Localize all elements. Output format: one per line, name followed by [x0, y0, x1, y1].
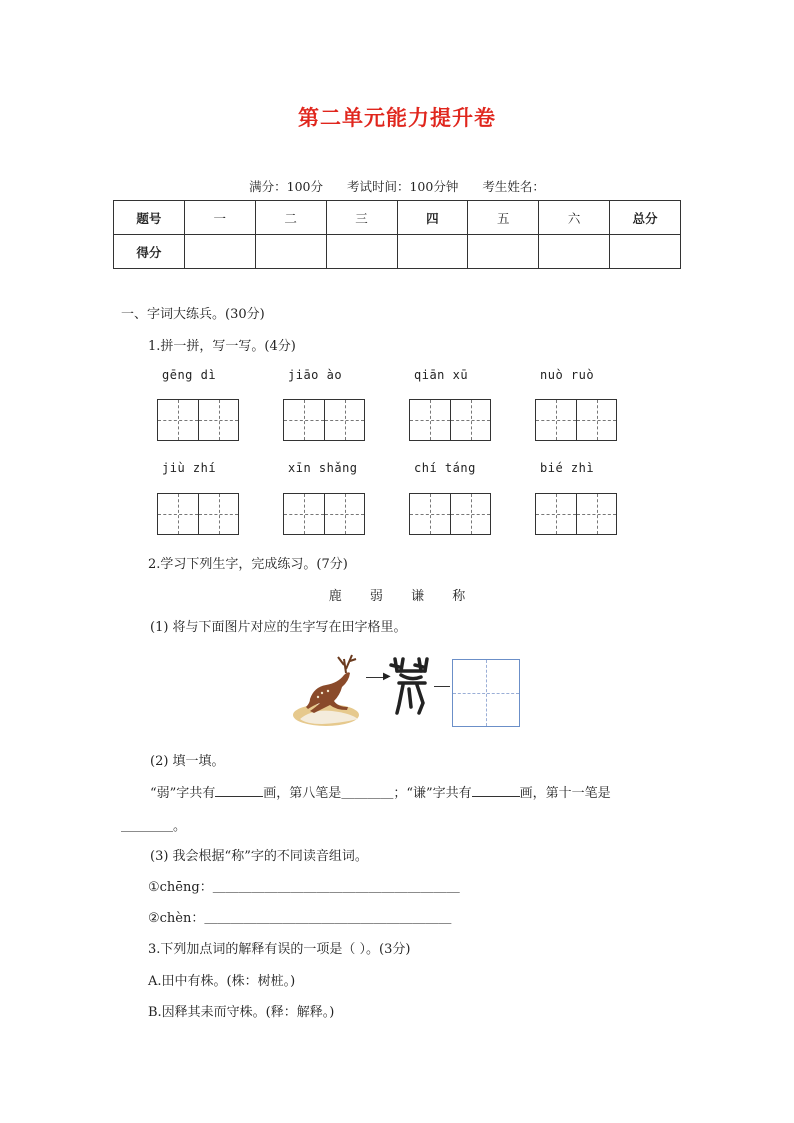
fill-text: “弱”字共有	[150, 786, 216, 801]
score-table-score-row	[114, 235, 681, 269]
exam-info	[0, 177, 794, 195]
fill-line	[150, 782, 611, 801]
pinyin-label: bié zhì	[540, 461, 595, 475]
character: 鹿	[328, 589, 342, 604]
eighth-stroke-blank[interactable]: ＿＿＿＿	[341, 786, 394, 801]
pinyin-label: chí táng	[414, 461, 476, 475]
writing-grid[interactable]	[283, 493, 365, 535]
header-cell: 二	[255, 201, 326, 235]
student-name-label: 考生姓名：	[482, 179, 545, 194]
reading-chēng-line	[148, 876, 460, 895]
header-cell: 六	[539, 201, 610, 235]
exam-time: 考试时间：100分钟	[346, 179, 459, 194]
header-cell: 题号	[114, 201, 185, 235]
fill-text: 画，第十一笔是	[519, 786, 611, 801]
page-title: 第二单元能力提升卷	[298, 106, 496, 130]
character: 谦	[411, 589, 425, 604]
eleventh-stroke-blank[interactable]: ＿＿＿＿	[121, 819, 174, 834]
score-cell[interactable]	[468, 235, 539, 269]
pinyin-label: jiāo ào	[288, 368, 343, 382]
pinyin-label: nuò ruò	[540, 368, 595, 382]
character: 弱	[369, 589, 383, 604]
pinyin-label: xīn shǎng	[288, 461, 358, 475]
score-cell[interactable]	[397, 235, 468, 269]
reading-label: ①chēng：	[148, 880, 213, 895]
pinyin-label: gēng dì	[162, 368, 217, 382]
q3-option-b: B.因释其耒而守株。(释：解释。)	[148, 1005, 335, 1020]
stroke-count-blank[interactable]	[472, 784, 520, 797]
q2-sub3: (3) 我会根据“称”字的不同读音组词。	[150, 849, 368, 864]
score-table-header-row	[114, 201, 681, 235]
pinyin-label: jiù zhí	[162, 461, 217, 475]
oracle-bone-deer-glyph-icon	[389, 655, 433, 717]
reading-chèn-line	[148, 907, 451, 926]
q2-sub1: (1) 将与下面图片对应的生字写在田字格里。	[150, 620, 407, 635]
score-cell[interactable]	[255, 235, 326, 269]
tianzige-answer-box[interactable]	[452, 659, 520, 727]
writing-grid[interactable]	[409, 493, 491, 535]
writing-grid[interactable]	[409, 399, 491, 441]
word-blank[interactable]: ＿＿＿＿＿＿＿＿＿＿＿＿＿＿＿＿＿＿＿	[204, 911, 452, 926]
word-blank[interactable]: ＿＿＿＿＿＿＿＿＿＿＿＿＿＿＿＿＿＿＿	[212, 880, 460, 895]
new-characters	[0, 585, 794, 604]
fill-text: ；“谦”字共有	[393, 786, 472, 801]
writing-grid[interactable]	[535, 399, 617, 441]
fill-text: 。	[173, 819, 187, 834]
score-cell[interactable]	[184, 235, 255, 269]
deer-picture-icon	[292, 647, 364, 729]
header-cell: 三	[326, 201, 397, 235]
arrow-head-icon: ▶	[383, 671, 391, 682]
score-cell[interactable]	[326, 235, 397, 269]
writing-grid[interactable]	[157, 493, 239, 535]
header-cell: 五	[468, 201, 539, 235]
q3-option-a: A.田中有株。(株：树桩。)	[148, 974, 296, 989]
score-cell[interactable]	[610, 235, 681, 269]
score-cell[interactable]	[539, 235, 610, 269]
score-table	[113, 200, 681, 269]
score-row-label: 得分	[114, 235, 185, 269]
character: 称	[452, 589, 466, 604]
header-cell: 一	[184, 201, 255, 235]
fill-text: 画，第八笔是	[263, 786, 342, 801]
q2-prompt: 2.学习下列生字，完成练习。(7分)	[148, 557, 348, 572]
pinyin-label: qiān xū	[414, 368, 469, 382]
writing-grid[interactable]	[157, 399, 239, 441]
header-cell: 四	[397, 201, 468, 235]
full-score: 满分：100分	[249, 179, 323, 194]
stroke-count-blank[interactable]	[215, 784, 263, 797]
arrow-icon	[434, 686, 450, 687]
writing-grid[interactable]	[535, 493, 617, 535]
q1-prompt: 1.拼一拼，写一写。(4分)	[148, 339, 296, 354]
header-cell: 总分	[610, 201, 681, 235]
reading-label: ②chèn：	[148, 911, 205, 926]
writing-grid[interactable]	[283, 399, 365, 441]
q2-sub2: (2) 填一填。	[150, 754, 225, 769]
fill-line-continued	[121, 815, 186, 834]
section1-heading: 一、字词大练兵。(30分)	[121, 307, 265, 322]
q3-prompt: 3.下列加点词的解释有误的一项是（ ）。(3分)	[148, 942, 411, 957]
